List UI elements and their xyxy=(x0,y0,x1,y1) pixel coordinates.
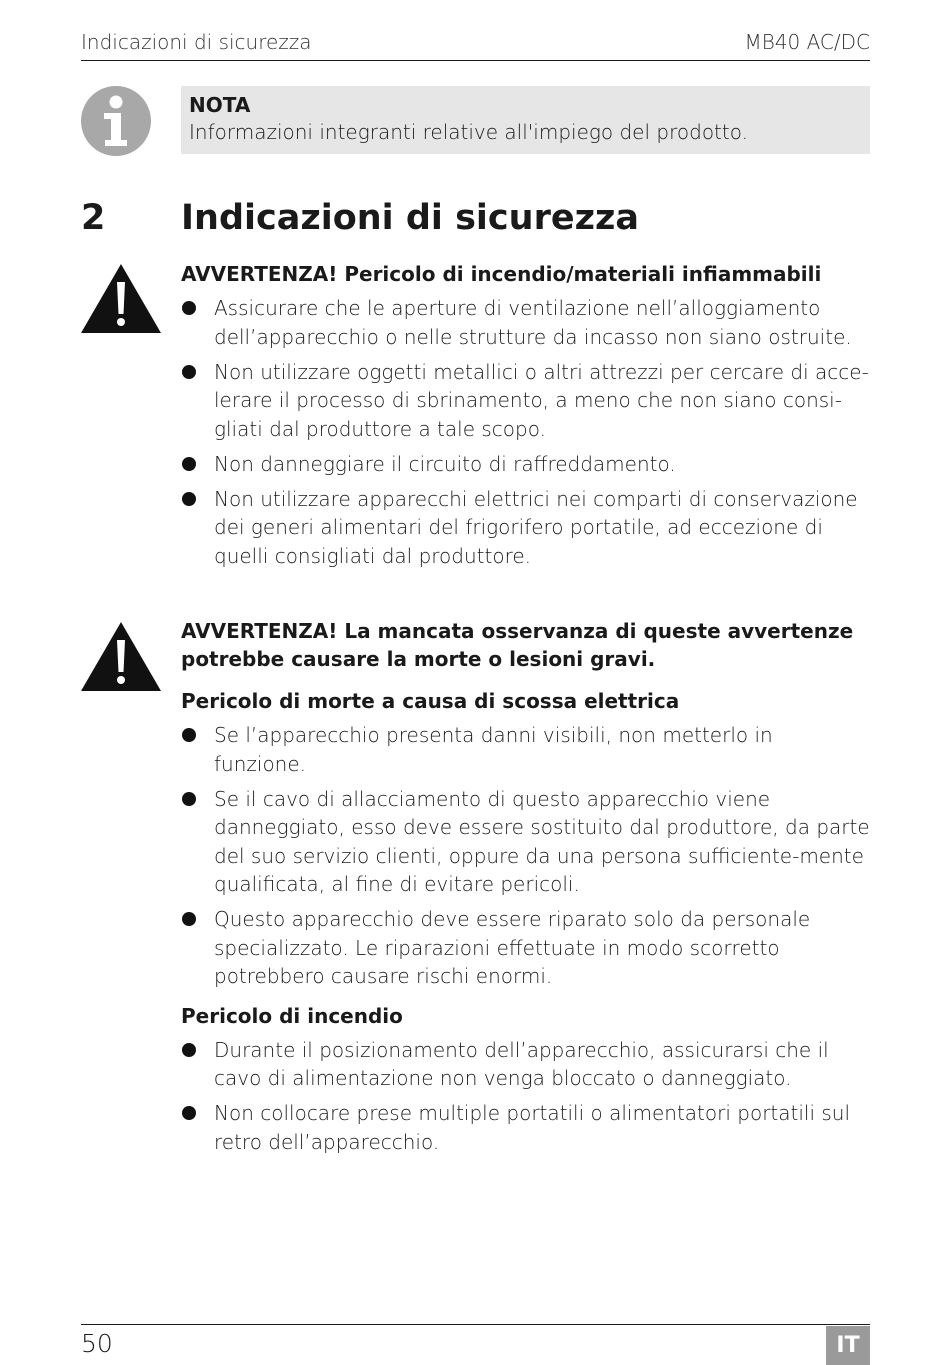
header-section-title: Indicazioni di sicurezza xyxy=(81,30,312,54)
list-item: Se il cavo di allacciamento di questo apparecchio viene danneggiato, esso deve essere sostituito dal produttore, da parte del suo servizio clienti, oppure da una persona sufficiente-mente qualificata, al fine di evitare pericoli. xyxy=(181,785,871,899)
bullet-icon xyxy=(182,301,196,315)
bullet-icon xyxy=(182,912,196,926)
warning-death-block xyxy=(181,617,871,1163)
warning-fire-block xyxy=(181,260,871,577)
list-item: Durante il posizionamento dell’apparecchio, assicurarsi che il cavo di alimentazione non venga bloccato o danneggiato. xyxy=(181,1036,871,1093)
note-text: Informazioni integranti relative all'impiego del prodotto. xyxy=(189,120,748,144)
header-model: MB40 AC/DC xyxy=(744,30,870,54)
fire-list xyxy=(181,1036,871,1157)
note-title: NOTA xyxy=(189,93,251,117)
bullet-icon xyxy=(182,1043,196,1057)
section-title: Indicazioni di sicurezza xyxy=(181,198,639,238)
list-item: Questo apparecchio deve essere riparato solo da personale specializzato. Le riparazioni effettuate in modo scorretto potrebbero causare rischi enormi. xyxy=(181,905,871,991)
list-item: Assicurare che le aperture di ventilazione nell’alloggiamento dell’apparecchio o nelle strutture da incasso non siano ostruite. xyxy=(181,294,871,351)
note-box xyxy=(181,86,870,154)
footer-divider xyxy=(81,1324,870,1325)
list-item: Non danneggiare il circuito di raffreddamento. xyxy=(181,450,871,479)
bullet-icon xyxy=(182,1106,196,1120)
bullet-icon xyxy=(182,728,196,742)
info-icon xyxy=(80,85,152,157)
warning-title: AVVERTENZA! Pericolo di incendio/materiali infiammabili xyxy=(181,262,822,286)
warning-fire-list xyxy=(181,294,871,570)
electric-shock-list xyxy=(181,721,871,991)
warning-triangle-icon xyxy=(80,262,162,334)
bullet-icon xyxy=(182,457,196,471)
warning-triangle-icon xyxy=(80,620,162,692)
language-badge: IT xyxy=(826,1326,870,1365)
list-item: Non utilizzare apparecchi elettrici nei comparti di conservazione dei generi alimentari del frigorifero portatile, ad eccezione di quelli consigliati dal produttore. xyxy=(181,485,871,571)
subheading-electric-shock: Pericolo di morte a causa di scossa elettrica xyxy=(181,689,680,713)
list-item: Non collocare prese multiple portatili o alimentatori portatili sul retro dell’apparecchio. xyxy=(181,1099,871,1156)
section-number: 2 xyxy=(81,198,106,238)
list-item: Se l’apparecchio presenta danni visibili, non metterlo in funzione. xyxy=(181,721,871,778)
bullet-icon xyxy=(182,365,196,379)
page-number: 50 xyxy=(81,1329,113,1358)
bullet-icon xyxy=(182,792,196,806)
page-header xyxy=(81,28,870,61)
subheading-fire: Pericolo di incendio xyxy=(181,1003,403,1028)
list-item: Non utilizzare oggetti metallici o altri attrezzi per cercare di acce-lerare il processo di sbrinamento, a meno che non siano consi-gliati dal produttore a tale scopo. xyxy=(181,358,871,444)
warning-title: AVVERTENZA! La mancata osservanza di queste avvertenze potrebbe causare la morte o lesioni gravi. xyxy=(181,619,854,671)
bullet-icon xyxy=(182,492,196,506)
